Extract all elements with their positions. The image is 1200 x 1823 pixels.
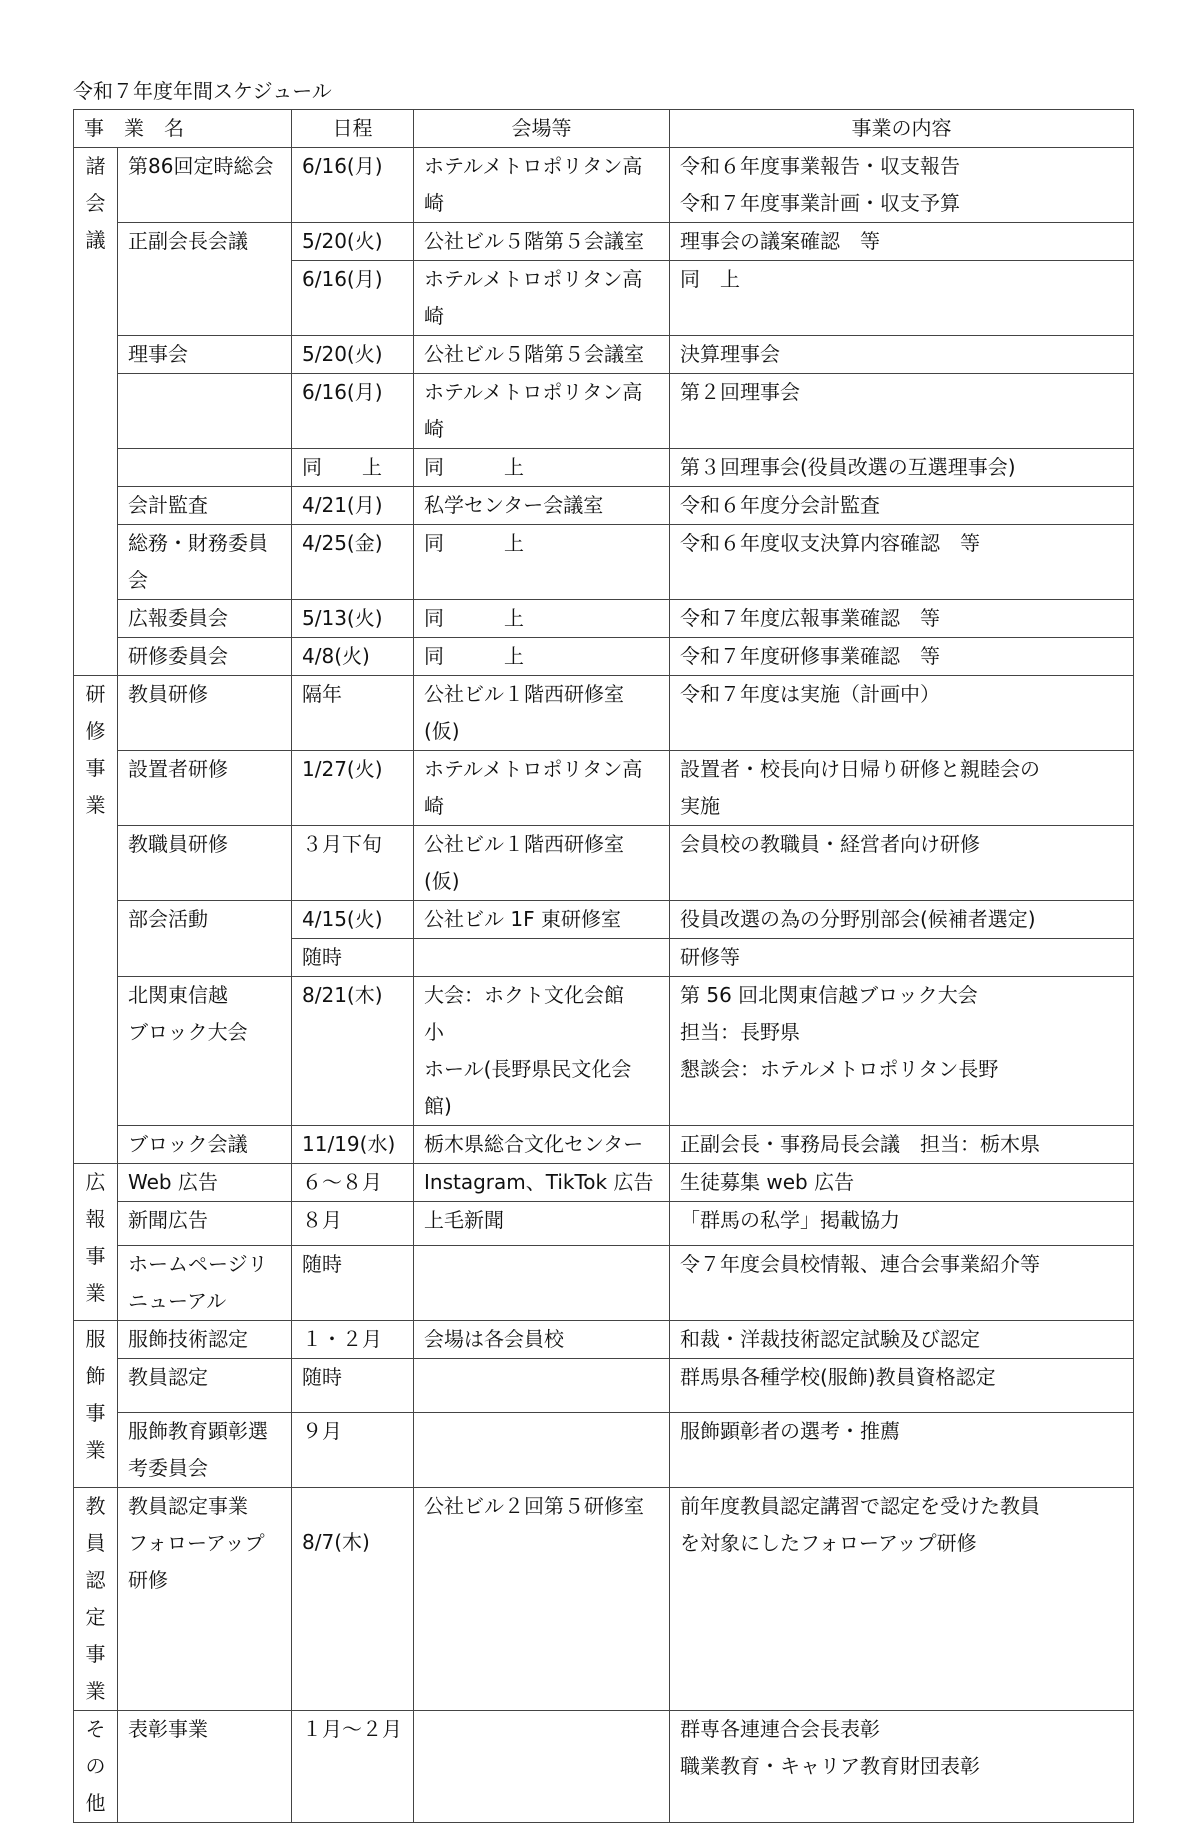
table-row [74, 1359, 1134, 1413]
event-date: 6/16(月) [292, 374, 414, 449]
event-name: 服飾技術認定 [118, 1321, 292, 1359]
event-date: 随時 [292, 1359, 414, 1413]
event-name: 表彰事業 [118, 1711, 292, 1823]
event-content: 会員校の教職員・経営者向け研修 [670, 826, 1134, 901]
group-char: の [85, 1754, 106, 1778]
event-date: 4/8(火) [292, 638, 414, 676]
event-venue: 同 上 [414, 638, 670, 676]
group-char: 事 [85, 756, 106, 780]
event-name: ブロック会議 [118, 1126, 292, 1164]
event-name: 教員認定 [118, 1359, 292, 1413]
group-char: 業 [85, 793, 106, 817]
group-char: 員 [85, 1531, 106, 1555]
event-name: 総務・財務委員会 [118, 525, 292, 600]
event-name: 設置者研修 [118, 751, 292, 826]
group-char: 事 [85, 1401, 106, 1425]
table-row [74, 525, 1134, 600]
event-venue: Instagram、TikTok 広告 [414, 1164, 670, 1202]
event-date-text: 8/7(木) [302, 1530, 370, 1554]
event-content: 令和７年度は実施（計画中） [670, 676, 1134, 751]
table-row [74, 449, 1134, 487]
event-venue: 大会：ホクト文化会館 小 ホール(長野県民文化会館) [414, 977, 670, 1126]
event-venue: 栃木県総合文化センター [414, 1126, 670, 1164]
event-content: 第２回理事会 [670, 374, 1134, 449]
event-venue: 会場は各会員校 [414, 1321, 670, 1359]
group-char: 認 [85, 1568, 106, 1592]
event-date: 4/21(月) [292, 487, 414, 525]
event-date: 随時 [292, 939, 414, 977]
group-char: 他 [85, 1791, 106, 1815]
event-venue: 公社ビル５階第５会議室 [414, 336, 670, 374]
event-venue: 公社ビル２回第５研修室 [414, 1488, 670, 1711]
event-venue: 公社ビル１階西研修室(仮) [414, 676, 670, 751]
event-content: 研修等 [670, 939, 1134, 977]
event-venue: 同 上 [414, 449, 670, 487]
group-char: 修 [85, 719, 106, 743]
event-content: 第 56 回北関東信越ブロック大会 担当：長野県 懇談会：ホテルメトロポリタン長野 [670, 977, 1134, 1126]
table-row [74, 901, 1134, 939]
event-venue [414, 1413, 670, 1488]
event-content: 群馬県各種学校(服飾)教員資格認定 [670, 1359, 1134, 1413]
event-venue: 上毛新聞 [414, 1202, 670, 1246]
event-venue: 私学センター会議室 [414, 487, 670, 525]
table-row [74, 1321, 1134, 1359]
table-row [74, 1711, 1134, 1823]
event-venue: ホテルメトロポリタン高崎 [414, 261, 670, 336]
event-date: 隔年 [292, 676, 414, 751]
table-row [74, 1488, 1134, 1711]
group-char: 定 [85, 1605, 106, 1629]
table-row [74, 751, 1134, 826]
event-content: 同 上 [670, 261, 1134, 336]
event-name: 正副会長会議 [118, 223, 292, 336]
table-row [74, 148, 1134, 223]
table-row [74, 977, 1134, 1126]
group-char: 研 [85, 682, 106, 706]
header-date: 日程 [292, 110, 414, 148]
event-name: 新聞広告 [118, 1202, 292, 1246]
event-content: 役員改選の為の分野別部会(候補者選定) [670, 901, 1134, 939]
group-char: 事 [85, 1244, 106, 1268]
table-row [74, 1164, 1134, 1202]
group-char: 業 [85, 1438, 106, 1462]
event-content: 和裁・洋裁技術認定試験及び認定 [670, 1321, 1134, 1359]
event-content: 令和６年度分会計監査 [670, 487, 1134, 525]
event-name: 第86回定時総会 [118, 148, 292, 223]
table-row [74, 1202, 1134, 1246]
event-venue [414, 1246, 670, 1321]
group-label-training [74, 676, 118, 1164]
table-row [74, 487, 1134, 525]
event-content: 令和６年度事業報告・収支報告 令和７年度事業計画・収支予算 [670, 148, 1134, 223]
event-content: 前年度教員認定講習で認定を受けた教員 を対象にしたフォローアップ研修 [670, 1488, 1134, 1711]
group-char: 広 [85, 1170, 106, 1194]
table-row [74, 1126, 1134, 1164]
event-name: 北関東信越 ブロック大会 [118, 977, 292, 1126]
event-name: 教員研修 [118, 676, 292, 751]
event-venue: 公社ビル５階第５会議室 [414, 223, 670, 261]
table-row [74, 336, 1134, 374]
event-date: １・２月 [292, 1321, 414, 1359]
event-name: Web 広告 [118, 1164, 292, 1202]
group-char: 議 [85, 228, 106, 252]
annual-schedule-table [73, 109, 1134, 1823]
table-row [74, 638, 1134, 676]
event-date: ８月 [292, 1202, 414, 1246]
group-char: そ [85, 1717, 106, 1741]
table-row [74, 1246, 1134, 1321]
event-content: 令和７年度研修事業確認 等 [670, 638, 1134, 676]
group-char: 会 [85, 191, 106, 215]
group-label-fashion [74, 1321, 118, 1488]
event-content: 令７年度会員校情報、連合会事業紹介等 [670, 1246, 1134, 1321]
event-date [292, 1488, 414, 1711]
group-label-meetings [74, 148, 118, 676]
group-char: 報 [85, 1207, 106, 1231]
event-date: 6/16(月) [292, 148, 414, 223]
table-row [74, 374, 1134, 449]
table-row [74, 223, 1134, 261]
document-title: 令和７年度年間スケジュール [73, 79, 332, 103]
event-name: 教員認定事業 フォローアップ 研修 [118, 1488, 292, 1711]
group-char: 飾 [85, 1364, 106, 1388]
event-content: 設置者・校長向け日帰り研修と親睦会の 実施 [670, 751, 1134, 826]
event-venue: ホテルメトロポリタン高崎 [414, 751, 670, 826]
event-date: 5/13(火) [292, 600, 414, 638]
group-label-other [74, 1711, 118, 1823]
event-name: ホームページリ ニューアル [118, 1246, 292, 1321]
event-content: 第３回理事会(役員改選の互選理事会) [670, 449, 1134, 487]
event-venue [414, 939, 670, 977]
event-venue [414, 1359, 670, 1413]
event-date: 5/20(火) [292, 336, 414, 374]
event-date: 4/25(金) [292, 525, 414, 600]
event-name: 会計監査 [118, 487, 292, 525]
header-venue: 会場等 [414, 110, 670, 148]
table-row [74, 600, 1134, 638]
event-date: 4/15(火) [292, 901, 414, 939]
event-name [118, 374, 292, 449]
event-date: 6/16(月) [292, 261, 414, 336]
group-label-publicity [74, 1164, 118, 1321]
event-content: 生徒募集 web 広告 [670, 1164, 1134, 1202]
event-name: 教職員研修 [118, 826, 292, 901]
event-venue: ホテルメトロポリタン高崎 [414, 148, 670, 223]
table-row [74, 676, 1134, 751]
event-venue: 公社ビル 1F 東研修室 [414, 901, 670, 939]
event-name [118, 449, 292, 487]
table-row [74, 826, 1134, 901]
event-date: 8/21(木) [292, 977, 414, 1126]
event-content: 群専各連連合会長表彰 職業教育・キャリア教育財団表彰 [670, 1711, 1134, 1823]
event-name: 研修委員会 [118, 638, 292, 676]
event-venue: 同 上 [414, 525, 670, 600]
group-char: 業 [85, 1281, 106, 1305]
event-date: 同 上 [292, 449, 414, 487]
event-content: 正副会長・事務局長会議 担当：栃木県 [670, 1126, 1134, 1164]
event-date: ９月 [292, 1413, 414, 1488]
event-name: 部会活動 [118, 901, 292, 977]
group-char: 業 [85, 1679, 106, 1703]
header-row [74, 110, 1134, 148]
event-name: 広報委員会 [118, 600, 292, 638]
event-content: 理事会の議案確認 等 [670, 223, 1134, 261]
event-content: 「群馬の私学」掲載協力 [670, 1202, 1134, 1246]
event-content: 令和７年度広報事業確認 等 [670, 600, 1134, 638]
group-char: 服 [85, 1327, 106, 1351]
event-venue: 同 上 [414, 600, 670, 638]
event-content: 決算理事会 [670, 336, 1134, 374]
event-content: 服飾顕彰者の選考・推薦 [670, 1413, 1134, 1488]
event-date: 1/27(火) [292, 751, 414, 826]
header-event-name: 事 業 名 [74, 110, 292, 148]
event-date: １月～２月 [292, 1711, 414, 1823]
event-date: ６～８月 [292, 1164, 414, 1202]
event-venue: 公社ビル１階西研修室(仮) [414, 826, 670, 901]
group-char: 事 [85, 1642, 106, 1666]
event-date: 11/19(水) [292, 1126, 414, 1164]
event-name: 服飾教育顕彰選 考委員会 [118, 1413, 292, 1488]
event-venue: ホテルメトロポリタン高崎 [414, 374, 670, 449]
group-char: 教 [85, 1494, 106, 1518]
event-date: ３月下旬 [292, 826, 414, 901]
event-venue [414, 1711, 670, 1823]
event-date: 随時 [292, 1246, 414, 1321]
header-content: 事業の内容 [670, 110, 1134, 148]
group-label-teacher-certification [74, 1488, 118, 1711]
event-name: 理事会 [118, 336, 292, 374]
event-date: 5/20(火) [292, 223, 414, 261]
group-char: 諸 [85, 154, 106, 178]
event-content: 令和６年度収支決算内容確認 等 [670, 525, 1134, 600]
table-row [74, 1413, 1134, 1488]
